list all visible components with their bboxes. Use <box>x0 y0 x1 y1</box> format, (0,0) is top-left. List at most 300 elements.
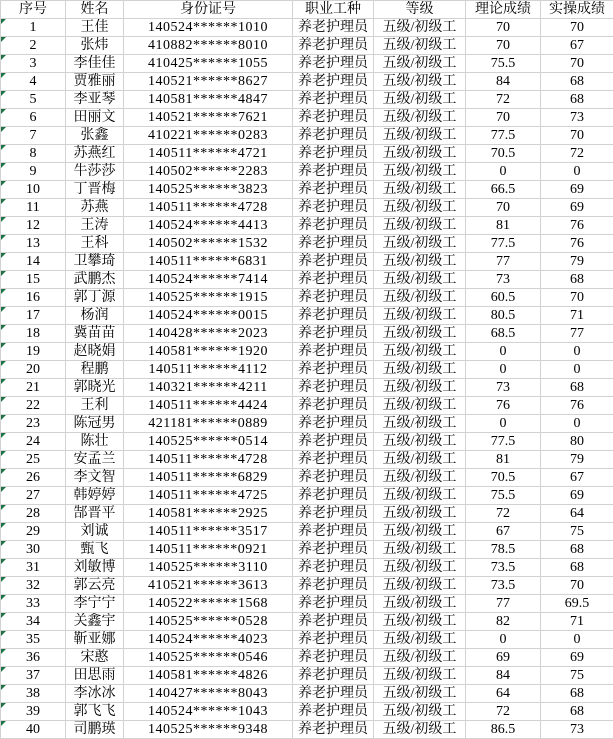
cell-job[interactable]: 养老护理员 <box>293 127 374 145</box>
cell-job[interactable]: 养老护理员 <box>293 289 374 307</box>
cell-job[interactable]: 养老护理员 <box>293 613 374 631</box>
cell-theory[interactable]: 0 <box>466 343 541 361</box>
cell-id[interactable]: 140581******4847 <box>124 91 293 109</box>
cell-id[interactable]: 140524******1043 <box>124 703 293 721</box>
cell-level[interactable]: 五级/初级工 <box>374 163 466 181</box>
cell-name[interactable]: 陈壮 <box>66 433 124 451</box>
cell-id[interactable]: 140502******2283 <box>124 163 293 181</box>
cell-job[interactable]: 养老护理员 <box>293 451 374 469</box>
cell-theory[interactable]: 77 <box>466 595 541 613</box>
number-stored-as-text-indicator-icon <box>1 199 6 204</box>
cell-practical[interactable]: 69 <box>541 181 613 199</box>
cell-practical[interactable]: 70 <box>541 289 613 307</box>
cell-job[interactable]: 养老护理员 <box>293 415 374 433</box>
cell-job[interactable]: 养老护理员 <box>293 505 374 523</box>
cell-no[interactable] <box>1 217 66 235</box>
cell-theory[interactable]: 70 <box>466 37 541 55</box>
cell-name[interactable]: 郭云亮 <box>66 577 124 595</box>
table-row <box>1 577 613 595</box>
cell-practical[interactable]: 68 <box>541 379 613 397</box>
cell-theory[interactable]: 84 <box>466 73 541 91</box>
cell-no[interactable] <box>1 73 66 91</box>
cell-theory[interactable]: 77.5 <box>466 433 541 451</box>
cell-name[interactable]: 李冰冰 <box>66 685 124 703</box>
cell-id[interactable]: 140511******0921 <box>124 541 293 559</box>
cell-name[interactable]: 李亚琴 <box>66 91 124 109</box>
cell-no[interactable] <box>1 19 66 37</box>
cell-practical[interactable]: 69 <box>541 649 613 667</box>
cell-name[interactable]: 关鑫宇 <box>66 613 124 631</box>
cell-no[interactable] <box>1 667 66 685</box>
cell-practical[interactable]: 70 <box>541 127 613 145</box>
cell-level[interactable]: 五级/初级工 <box>374 613 466 631</box>
cell-theory[interactable]: 0 <box>466 361 541 379</box>
cell-no[interactable] <box>1 127 66 145</box>
cell-practical[interactable]: 79 <box>541 451 613 469</box>
cell-theory[interactable]: 84 <box>466 667 541 685</box>
row-number: 29 <box>26 524 40 539</box>
cell-no[interactable] <box>1 37 66 55</box>
cell-theory[interactable]: 72 <box>466 505 541 523</box>
cell-practical[interactable]: 0 <box>541 415 613 433</box>
cell-no[interactable] <box>1 415 66 433</box>
table-row <box>1 127 613 145</box>
cell-job[interactable]: 养老护理员 <box>293 685 374 703</box>
cell-id[interactable]: 140524******4413 <box>124 217 293 235</box>
cell-practical[interactable]: 72 <box>541 145 613 163</box>
column-header-practical[interactable]: 实操成绩 <box>541 1 613 19</box>
cell-name[interactable]: 刘诚 <box>66 523 124 541</box>
cell-theory[interactable]: 82 <box>466 613 541 631</box>
cell-no[interactable] <box>1 469 66 487</box>
cell-no[interactable] <box>1 109 66 127</box>
cell-id[interactable]: 140522******1568 <box>124 595 293 613</box>
cell-name[interactable]: 陈冠男 <box>66 415 124 433</box>
cell-level[interactable]: 五级/初级工 <box>374 343 466 361</box>
cell-job[interactable]: 养老护理员 <box>293 433 374 451</box>
cell-no[interactable] <box>1 343 66 361</box>
cell-job[interactable]: 养老护理员 <box>293 163 374 181</box>
cell-theory[interactable]: 0 <box>466 415 541 433</box>
cell-id[interactable]: 140428******2023 <box>124 325 293 343</box>
cell-job[interactable]: 养老护理员 <box>293 487 374 505</box>
cell-id[interactable]: 140524******1010 <box>124 19 293 37</box>
cell-name[interactable]: 甄飞 <box>66 541 124 559</box>
cell-no[interactable] <box>1 433 66 451</box>
cell-practical[interactable]: 67 <box>541 469 613 487</box>
cell-id[interactable]: 140511******6829 <box>124 469 293 487</box>
cell-no[interactable] <box>1 181 66 199</box>
cell-id[interactable]: 140511******3517 <box>124 523 293 541</box>
cell-level[interactable]: 五级/初级工 <box>374 37 466 55</box>
cell-id[interactable]: 140511******4721 <box>124 145 293 163</box>
cell-id[interactable]: 140524******0015 <box>124 307 293 325</box>
cell-job[interactable]: 养老护理员 <box>293 253 374 271</box>
cell-practical[interactable]: 68 <box>541 559 613 577</box>
cell-practical[interactable]: 69 <box>541 199 613 217</box>
column-header-theory[interactable]: 理论成绩 <box>466 1 541 19</box>
cell-level[interactable]: 五级/初级工 <box>374 415 466 433</box>
column-header-id[interactable]: 身份证号 <box>124 1 293 19</box>
cell-level[interactable]: 五级/初级工 <box>374 451 466 469</box>
cell-practical[interactable]: 68 <box>541 73 613 91</box>
cell-id[interactable]: 140321******4211 <box>124 379 293 397</box>
cell-practical[interactable]: 0 <box>541 631 613 649</box>
cell-id[interactable]: 140521******8627 <box>124 73 293 91</box>
cell-id[interactable]: 140502******1532 <box>124 235 293 253</box>
cell-practical[interactable]: 67 <box>541 37 613 55</box>
cell-id[interactable]: 140525******0546 <box>124 649 293 667</box>
cell-id[interactable]: 140525******1915 <box>124 289 293 307</box>
cell-no[interactable] <box>1 55 66 73</box>
cell-no[interactable] <box>1 271 66 289</box>
cell-name[interactable]: 贾雅丽 <box>66 73 124 91</box>
cell-job[interactable]: 养老护理员 <box>293 379 374 397</box>
cell-level[interactable]: 五级/初级工 <box>374 685 466 703</box>
cell-name[interactable]: 李宁宁 <box>66 595 124 613</box>
cell-level[interactable]: 五级/初级工 <box>374 631 466 649</box>
cell-job[interactable]: 养老护理员 <box>293 703 374 721</box>
cell-theory[interactable]: 77 <box>466 253 541 271</box>
cell-practical[interactable]: 64 <box>541 505 613 523</box>
cell-level[interactable]: 五级/初级工 <box>374 649 466 667</box>
cell-practical[interactable]: 75 <box>541 667 613 685</box>
cell-practical[interactable]: 73 <box>541 109 613 127</box>
cell-theory[interactable]: 70.5 <box>466 469 541 487</box>
cell-name[interactable]: 王涛 <box>66 217 124 235</box>
cell-theory[interactable]: 70 <box>466 109 541 127</box>
cell-job[interactable]: 养老护理员 <box>293 145 374 163</box>
cell-no[interactable] <box>1 397 66 415</box>
cell-level[interactable]: 五级/初级工 <box>374 667 466 685</box>
column-header-no[interactable]: 序号 <box>1 1 66 19</box>
column-header-name[interactable]: 姓名 <box>66 1 124 19</box>
cell-practical[interactable]: 70 <box>541 577 613 595</box>
cell-job[interactable]: 养老护理员 <box>293 721 374 739</box>
cell-no[interactable] <box>1 487 66 505</box>
cell-theory[interactable]: 78.5 <box>466 541 541 559</box>
cell-job[interactable]: 养老护理员 <box>293 469 374 487</box>
cell-job[interactable]: 养老护理员 <box>293 109 374 127</box>
cell-id[interactable]: 140524******4023 <box>124 631 293 649</box>
cell-name[interactable]: 靳亚娜 <box>66 631 124 649</box>
cell-id[interactable]: 140511******4728 <box>124 199 293 217</box>
number-stored-as-text-indicator-icon <box>1 253 6 258</box>
cell-practical[interactable]: 0 <box>541 163 613 181</box>
cell-job[interactable]: 养老护理员 <box>293 361 374 379</box>
cell-job[interactable]: 养老护理员 <box>293 595 374 613</box>
cell-name[interactable]: 田丽文 <box>66 109 124 127</box>
cell-job[interactable]: 养老护理员 <box>293 343 374 361</box>
cell-no[interactable] <box>1 505 66 523</box>
cell-theory[interactable]: 77.5 <box>466 235 541 253</box>
cell-id[interactable]: 140581******1920 <box>124 343 293 361</box>
cell-name[interactable]: 韩婷婷 <box>66 487 124 505</box>
cell-theory[interactable]: 73 <box>466 271 541 289</box>
table-row <box>1 307 613 325</box>
table-row <box>1 541 613 559</box>
cell-job[interactable]: 养老护理员 <box>293 19 374 37</box>
number-stored-as-text-indicator-icon <box>1 163 6 168</box>
cell-theory[interactable]: 70 <box>466 19 541 37</box>
cell-practical[interactable]: 75 <box>541 523 613 541</box>
row-number: 23 <box>26 416 40 431</box>
cell-name[interactable]: 刘敏博 <box>66 559 124 577</box>
cell-level[interactable]: 五级/初级工 <box>374 541 466 559</box>
cell-theory[interactable]: 77.5 <box>466 127 541 145</box>
cell-job[interactable]: 养老护理员 <box>293 181 374 199</box>
cell-theory[interactable]: 80.5 <box>466 307 541 325</box>
cell-practical[interactable]: 71 <box>541 613 613 631</box>
cell-no[interactable] <box>1 91 66 109</box>
cell-id[interactable]: 410521******3613 <box>124 577 293 595</box>
table-row <box>1 37 613 55</box>
cell-job[interactable]: 养老护理员 <box>293 667 374 685</box>
cell-practical[interactable]: 68 <box>541 271 613 289</box>
cell-name[interactable]: 王科 <box>66 235 124 253</box>
cell-theory[interactable]: 69 <box>466 649 541 667</box>
cell-job[interactable]: 养老护理员 <box>293 235 374 253</box>
cell-theory[interactable]: 86.5 <box>466 721 541 739</box>
row-number: 13 <box>26 236 40 251</box>
cell-practical[interactable]: 69 <box>541 487 613 505</box>
cell-name[interactable]: 张炜 <box>66 37 124 55</box>
cell-job[interactable]: 养老护理员 <box>293 37 374 55</box>
cell-theory[interactable]: 73 <box>466 379 541 397</box>
cell-job[interactable]: 养老护理员 <box>293 577 374 595</box>
cell-name[interactable]: 郭晓光 <box>66 379 124 397</box>
row-number: 7 <box>29 128 37 143</box>
cell-id[interactable]: 410425******1055 <box>124 55 293 73</box>
cell-name[interactable]: 王佳 <box>66 19 124 37</box>
cell-name[interactable]: 卫攀琦 <box>66 253 124 271</box>
cell-id[interactable]: 140525******3110 <box>124 559 293 577</box>
column-header-job[interactable]: 职业工种 <box>293 1 374 19</box>
cell-id[interactable]: 140525******9348 <box>124 721 293 739</box>
cell-level[interactable]: 五级/初级工 <box>374 127 466 145</box>
cell-practical[interactable]: 0 <box>541 361 613 379</box>
cell-job[interactable]: 养老护理员 <box>293 91 374 109</box>
cell-level[interactable]: 五级/初级工 <box>374 235 466 253</box>
cell-no[interactable] <box>1 361 66 379</box>
cell-level[interactable]: 五级/初级工 <box>374 109 466 127</box>
cell-no[interactable] <box>1 307 66 325</box>
cell-name[interactable]: 赵晓娟 <box>66 343 124 361</box>
cell-theory[interactable]: 66.5 <box>466 181 541 199</box>
cell-theory[interactable]: 81 <box>466 217 541 235</box>
cell-theory[interactable]: 64 <box>466 685 541 703</box>
cell-level[interactable]: 五级/初级工 <box>374 199 466 217</box>
cell-id[interactable]: 421181******0889 <box>124 415 293 433</box>
cell-practical[interactable]: 73 <box>541 721 613 739</box>
cell-job[interactable]: 养老护理员 <box>293 523 374 541</box>
cell-level[interactable]: 五级/初级工 <box>374 433 466 451</box>
cell-name[interactable]: 程鹏 <box>66 361 124 379</box>
cell-level[interactable]: 五级/初级工 <box>374 595 466 613</box>
cell-id[interactable]: 140581******4826 <box>124 667 293 685</box>
cell-level[interactable]: 五级/初级工 <box>374 289 466 307</box>
cell-no[interactable] <box>1 595 66 613</box>
cell-job[interactable]: 养老护理员 <box>293 55 374 73</box>
cell-name[interactable]: 李文智 <box>66 469 124 487</box>
cell-id[interactable]: 140525******0528 <box>124 613 293 631</box>
cell-no[interactable] <box>1 559 66 577</box>
cell-name[interactable]: 安孟兰 <box>66 451 124 469</box>
cell-practical[interactable]: 0 <box>541 343 613 361</box>
cell-level[interactable]: 五级/初级工 <box>374 523 466 541</box>
cell-practical[interactable]: 76 <box>541 235 613 253</box>
cell-level[interactable]: 五级/初级工 <box>374 559 466 577</box>
cell-name[interactable]: 郭飞飞 <box>66 703 124 721</box>
cell-level[interactable]: 五级/初级工 <box>374 91 466 109</box>
cell-theory[interactable]: 73.5 <box>466 559 541 577</box>
cell-job[interactable]: 养老护理员 <box>293 325 374 343</box>
cell-job[interactable]: 养老护理员 <box>293 631 374 649</box>
cell-theory[interactable]: 0 <box>466 163 541 181</box>
cell-no[interactable] <box>1 145 66 163</box>
cell-no[interactable] <box>1 451 66 469</box>
cell-level[interactable]: 五级/初级工 <box>374 505 466 523</box>
cell-no[interactable] <box>1 577 66 595</box>
cell-name[interactable]: 田思雨 <box>66 667 124 685</box>
cell-name[interactable]: 武鹏杰 <box>66 271 124 289</box>
cell-level[interactable]: 五级/初级工 <box>374 217 466 235</box>
cell-theory[interactable]: 76 <box>466 397 541 415</box>
cell-theory[interactable]: 75.5 <box>466 487 541 505</box>
cell-level[interactable]: 五级/初级工 <box>374 73 466 91</box>
cell-theory[interactable]: 70.5 <box>466 145 541 163</box>
cell-name[interactable]: 冀苗苗 <box>66 325 124 343</box>
cell-job[interactable]: 养老护理员 <box>293 307 374 325</box>
cell-no[interactable] <box>1 685 66 703</box>
cell-level[interactable]: 五级/初级工 <box>374 19 466 37</box>
cell-theory[interactable]: 72 <box>466 91 541 109</box>
cell-level[interactable]: 五级/初级工 <box>374 703 466 721</box>
cell-level[interactable]: 五级/初级工 <box>374 469 466 487</box>
cell-practical[interactable]: 70 <box>541 19 613 37</box>
cell-practical[interactable]: 76 <box>541 217 613 235</box>
cell-id[interactable]: 140521******7621 <box>124 109 293 127</box>
cell-no[interactable] <box>1 631 66 649</box>
cell-practical[interactable]: 68 <box>541 541 613 559</box>
cell-level[interactable]: 五级/初级工 <box>374 721 466 739</box>
cell-id[interactable]: 410882******8010 <box>124 37 293 55</box>
cell-job[interactable]: 养老护理员 <box>293 559 374 577</box>
cell-job[interactable]: 养老护理员 <box>293 271 374 289</box>
cell-job[interactable]: 养老护理员 <box>293 397 374 415</box>
cell-level[interactable]: 五级/初级工 <box>374 325 466 343</box>
cell-id[interactable]: 140427******8043 <box>124 685 293 703</box>
table-row <box>1 685 613 703</box>
cell-name[interactable]: 苏燕红 <box>66 145 124 163</box>
cell-no[interactable] <box>1 253 66 271</box>
cell-practical[interactable]: 68 <box>541 91 613 109</box>
cell-theory[interactable]: 70 <box>466 199 541 217</box>
cell-no[interactable] <box>1 325 66 343</box>
cell-theory[interactable]: 75.5 <box>466 55 541 73</box>
cell-no[interactable] <box>1 235 66 253</box>
cell-id[interactable]: 140511******4725 <box>124 487 293 505</box>
cell-no[interactable] <box>1 703 66 721</box>
cell-name[interactable]: 张鑫 <box>66 127 124 145</box>
cell-no[interactable] <box>1 199 66 217</box>
cell-practical[interactable]: 77 <box>541 325 613 343</box>
cell-id[interactable]: 410221******0283 <box>124 127 293 145</box>
cell-theory[interactable]: 68.5 <box>466 325 541 343</box>
cell-practical[interactable]: 76 <box>541 397 613 415</box>
cell-practical[interactable]: 80 <box>541 433 613 451</box>
cell-level[interactable]: 五级/初级工 <box>374 55 466 73</box>
cell-level[interactable]: 五级/初级工 <box>374 577 466 595</box>
cell-id[interactable]: 140511******4728 <box>124 451 293 469</box>
cell-practical[interactable]: 79 <box>541 253 613 271</box>
cell-no[interactable] <box>1 721 66 739</box>
cell-name[interactable]: 司鹏瑛 <box>66 721 124 739</box>
cell-theory[interactable]: 67 <box>466 523 541 541</box>
cell-no[interactable] <box>1 541 66 559</box>
cell-name[interactable]: 丁晋梅 <box>66 181 124 199</box>
cell-level[interactable]: 五级/初级工 <box>374 361 466 379</box>
cell-theory[interactable]: 60.5 <box>466 289 541 307</box>
cell-id[interactable]: 140525******3823 <box>124 181 293 199</box>
cell-name[interactable]: 杨润 <box>66 307 124 325</box>
cell-id[interactable]: 140511******4424 <box>124 397 293 415</box>
cell-theory[interactable]: 0 <box>466 631 541 649</box>
cell-name[interactable]: 苏燕 <box>66 199 124 217</box>
cell-practical[interactable]: 68 <box>541 685 613 703</box>
cell-level[interactable]: 五级/初级工 <box>374 487 466 505</box>
cell-job[interactable]: 养老护理员 <box>293 649 374 667</box>
cell-level[interactable]: 五级/初级工 <box>374 145 466 163</box>
cell-level[interactable]: 五级/初级工 <box>374 253 466 271</box>
cell-name[interactable]: 郜晋平 <box>66 505 124 523</box>
cell-level[interactable]: 五级/初级工 <box>374 379 466 397</box>
cell-theory[interactable]: 72 <box>466 703 541 721</box>
cell-id[interactable]: 140511******6831 <box>124 253 293 271</box>
cell-practical[interactable]: 70 <box>541 55 613 73</box>
cell-id[interactable]: 140525******0514 <box>124 433 293 451</box>
cell-job[interactable]: 养老护理员 <box>293 541 374 559</box>
cell-name[interactable]: 李佳佳 <box>66 55 124 73</box>
cell-no[interactable] <box>1 163 66 181</box>
cell-no[interactable] <box>1 613 66 631</box>
cell-id[interactable]: 140524******7414 <box>124 271 293 289</box>
cell-name[interactable]: 牛莎莎 <box>66 163 124 181</box>
cell-name[interactable]: 王利 <box>66 397 124 415</box>
cell-name[interactable]: 郭丁源 <box>66 289 124 307</box>
cell-no[interactable] <box>1 289 66 307</box>
cell-level[interactable]: 五级/初级工 <box>374 307 466 325</box>
cell-no[interactable] <box>1 523 66 541</box>
cell-practical[interactable]: 68 <box>541 703 613 721</box>
cell-job[interactable]: 养老护理员 <box>293 217 374 235</box>
cell-practical[interactable]: 71 <box>541 307 613 325</box>
cell-job[interactable]: 养老护理员 <box>293 73 374 91</box>
cell-job[interactable]: 养老护理员 <box>293 199 374 217</box>
cell-name[interactable]: 宋憨 <box>66 649 124 667</box>
cell-id[interactable]: 140581******2925 <box>124 505 293 523</box>
cell-no[interactable] <box>1 649 66 667</box>
cell-level[interactable]: 五级/初级工 <box>374 397 466 415</box>
cell-theory[interactable]: 73.5 <box>466 577 541 595</box>
column-header-level[interactable]: 等级 <box>374 1 466 19</box>
cell-no[interactable] <box>1 379 66 397</box>
cell-practical[interactable]: 69.5 <box>541 595 613 613</box>
cell-id[interactable]: 140511******4112 <box>124 361 293 379</box>
cell-level[interactable]: 五级/初级工 <box>374 271 466 289</box>
cell-theory[interactable]: 81 <box>466 451 541 469</box>
cell-level[interactable]: 五级/初级工 <box>374 181 466 199</box>
